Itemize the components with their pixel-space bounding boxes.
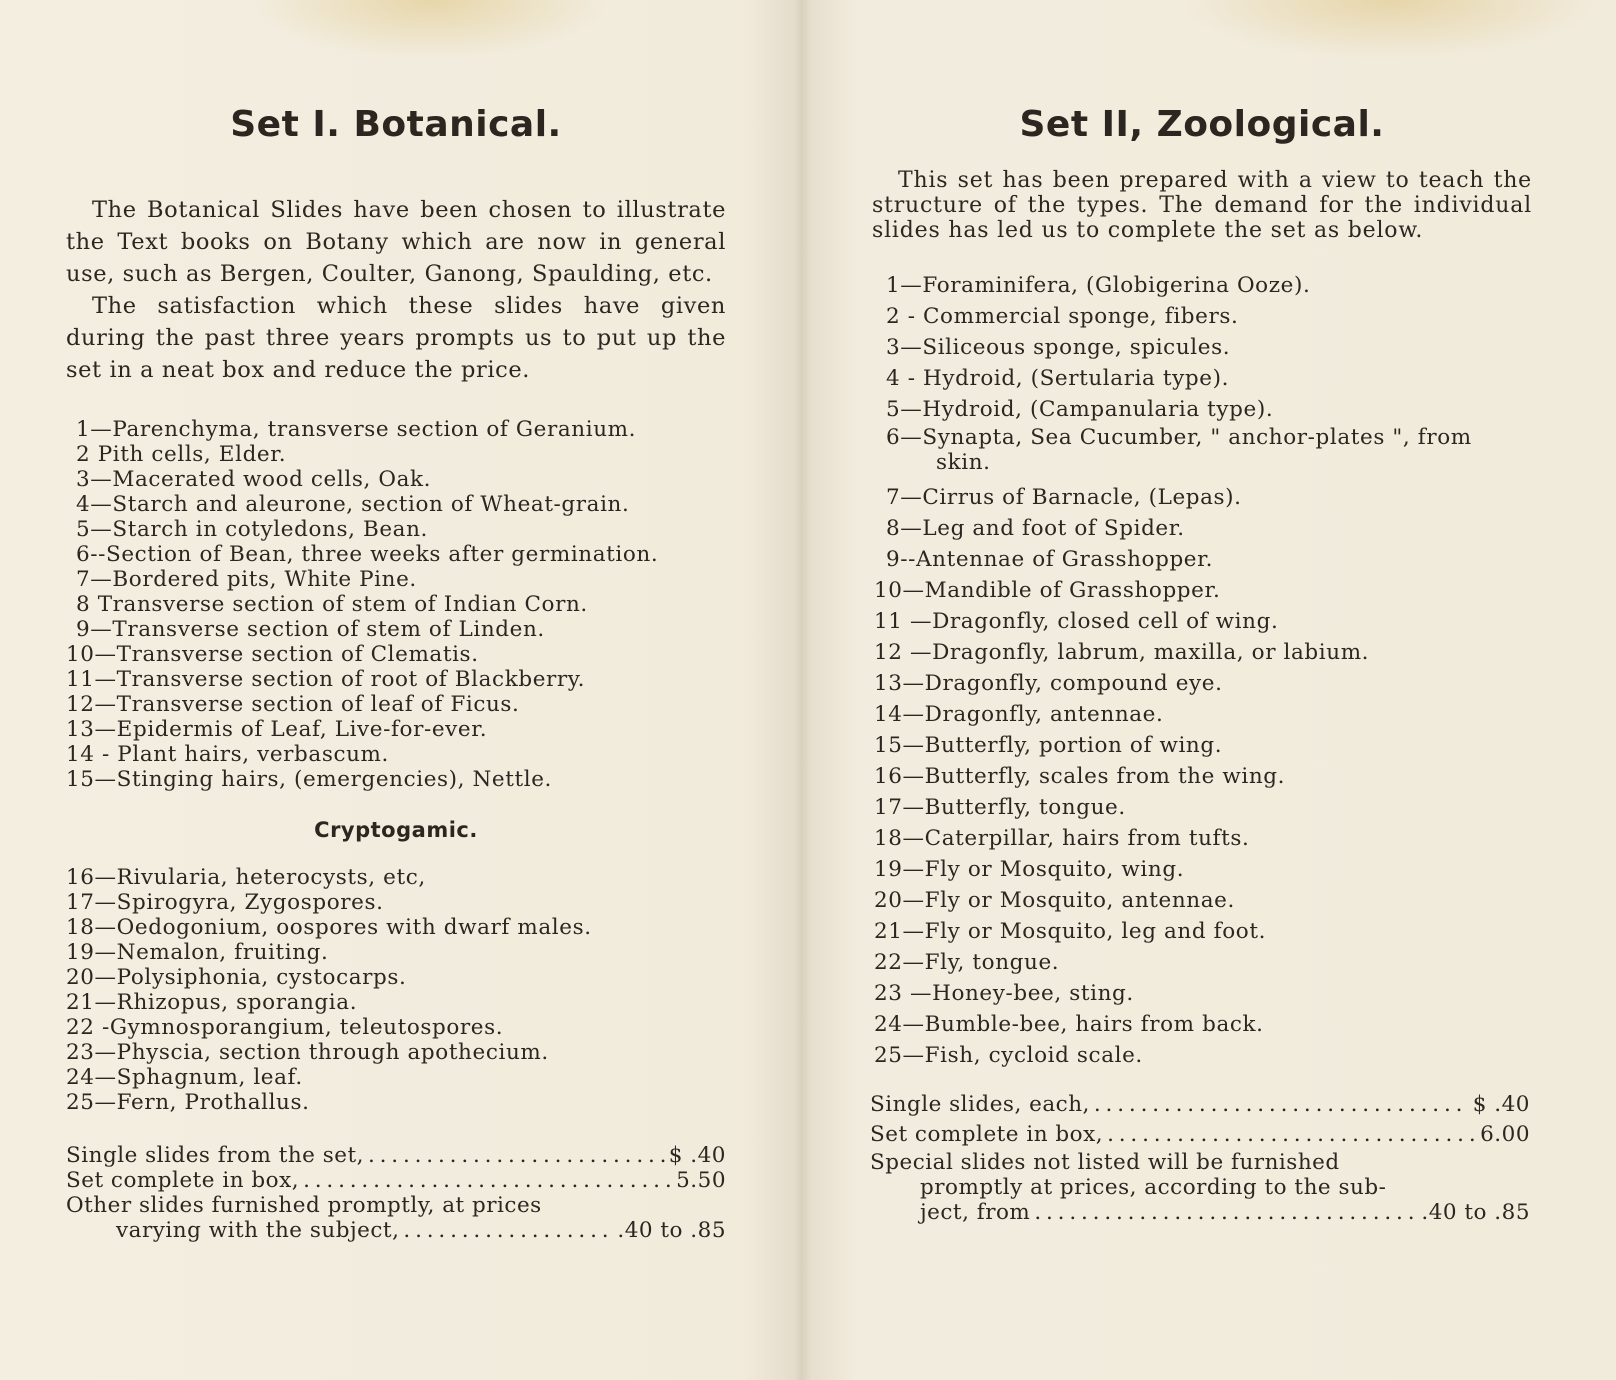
list-item: 17—Butterfly, tongue. — [874, 795, 1126, 820]
intro-text — [66, 194, 726, 386]
price-value: 5.50 — [676, 1168, 726, 1193]
leader-dots — [1107, 1120, 1476, 1150]
list-item: 8—Leg and foot of Spider. — [886, 516, 1185, 541]
price-row — [66, 1168, 726, 1193]
list-item: 18—Caterpillar, hairs from tufts. — [874, 826, 1250, 851]
price-value: .40 to .85 — [617, 1218, 726, 1243]
list-item: 19—Fly or Mosquito, wing. — [874, 857, 1185, 882]
list-item: 1—Parenchyma, transverse section of Geranium. — [76, 417, 637, 442]
list-item: 4—Starch and aleurone, section of Wheat-grain. — [76, 492, 630, 517]
price-note: Other slides furnished promptly, at prices — [66, 1193, 542, 1218]
list-item: 21—Fly or Mosquito, leg and foot. — [874, 919, 1266, 944]
list-item: 16—Butterfly, scales from the wing. — [874, 764, 1286, 789]
list-item: 2 - Commercial sponge, fibers. — [886, 304, 1239, 329]
list-item: 9—Transverse section of stem of Linden. — [76, 617, 545, 642]
list-item: 14 - Plant hairs, verbascum. — [66, 742, 389, 767]
leader-dots — [403, 1218, 613, 1243]
list-item: 23—Physcia, section through apothecium. — [66, 1040, 549, 1065]
price-value: $ .40 — [1472, 1092, 1530, 1117]
list-item: 20—Polysiphonia, cystocarps. — [66, 965, 407, 990]
intro-paragraph: The Botanical Slides have been chosen to illustrate the Text books on Botany which are now in general use, such as Bergen, Coulter, Ganong, Spaulding, etc. — [66, 197, 726, 287]
price-row — [870, 1200, 1530, 1225]
list-item: 20—Fly or Mosquito, antennae. — [874, 888, 1235, 913]
price-list — [66, 1143, 726, 1243]
list-item: 18—Oedogonium, oospores with dwarf males. — [66, 915, 592, 940]
list-item: 12 —Dragonfly, labrum, maxilla, or labium. — [874, 640, 1370, 665]
list-item: 19—Nemalon, fruiting. — [66, 940, 329, 965]
list-item: 3—Siliceous sponge, spicules. — [886, 335, 1231, 360]
list-item: 5—Hydroid, (Campanularia type). — [886, 397, 1274, 422]
list-item: 21—Rhizopus, sporangia. — [66, 990, 358, 1015]
list-item: 24—Bumble-bee, hairs from back. — [874, 1012, 1264, 1037]
list-item: 8 Transverse section of stem of Indian Corn. — [76, 592, 588, 617]
list-item: 23 —Honey-bee, sting. — [874, 981, 1134, 1006]
leader-dots — [368, 1143, 665, 1168]
list-item: 17—Spirogyra, Zygospores. — [66, 890, 384, 915]
list-item: 7—Bordered pits, White Pine. — [76, 567, 417, 592]
list-item: 16—Rivularia, heterocysts, etc, — [66, 865, 426, 890]
list-item: 24—Sphagnum, leaf. — [66, 1065, 303, 1090]
leader-dots — [1034, 1200, 1417, 1225]
price-row — [870, 1090, 1530, 1120]
price-label: Single slides from the set, — [66, 1143, 364, 1168]
price-row — [66, 1143, 726, 1168]
list-item: 6--Section of Bean, three weeks after germination. — [76, 542, 659, 567]
price-row — [870, 1120, 1530, 1150]
price-label: Single slides, each, — [870, 1092, 1090, 1117]
list-item: 6—Synapta, Sea Cucumber, " anchor-plates ", from skin. — [886, 425, 1472, 475]
list-item: 3—Macerated wood cells, Oak. — [76, 467, 432, 492]
price-value: $ .40 — [668, 1143, 726, 1168]
price-label: Set complete in box, — [66, 1168, 300, 1193]
list-item: 9--Antennae of Grasshopper. — [886, 547, 1214, 572]
price-label: ject, from — [920, 1200, 1031, 1225]
price-value: 6.00 — [1480, 1122, 1530, 1147]
list-item: 1—Foraminifera, (Globigerina Ooze). — [886, 273, 1311, 298]
list-item: 12—Transverse section of leaf of Ficus. — [66, 692, 520, 717]
list-item: 10—Transverse section of Clematis. — [66, 642, 479, 667]
price-value: .40 to .85 — [1421, 1200, 1530, 1225]
price-note: Special slides not listed will be furnished — [870, 1150, 1340, 1175]
list-item: 11 —Dragonfly, closed cell of wing. — [874, 609, 1279, 634]
price-label: varying with the subject, — [116, 1218, 400, 1243]
list-item: 25—Fish, cycloid scale. — [874, 1043, 1143, 1068]
slide-list-cryptogamic — [66, 865, 592, 1115]
water-stain — [1180, 0, 1600, 60]
list-item: 7—Cirrus of Barnacle, (Lepas). — [886, 485, 1242, 510]
leader-dots — [303, 1168, 672, 1193]
section-subheading: Cryptogamic. — [314, 818, 478, 842]
price-label: Set complete in box, — [870, 1122, 1104, 1147]
list-item: 15—Stinging hairs, (emergencies), Nettle. — [66, 767, 552, 792]
list-item: 2 Pith cells, Elder. — [76, 442, 287, 467]
page-title: Set I. Botanical. — [230, 104, 562, 145]
list-item: 13—Dragonfly, compound eye. — [874, 671, 1223, 696]
list-item: 22 -Gymnosporangium, teleutospores. — [66, 1015, 504, 1040]
list-item: 10—Mandible of Grasshopper. — [874, 578, 1221, 603]
list-item: 25—Fern, Prothallus. — [66, 1090, 310, 1115]
slide-list — [66, 417, 659, 792]
list-item: 14—Dragonfly, antennae. — [874, 702, 1164, 727]
slide-list — [874, 270, 1532, 1071]
list-item: 13—Epidermis of Leaf, Live-for-ever. — [66, 717, 488, 742]
list-item: 5—Starch in cotyledons, Bean. — [76, 517, 428, 542]
intro-text — [872, 168, 1532, 243]
list-item: 4 - Hydroid, (Sertularia type). — [886, 366, 1229, 391]
list-item: 15—Butterfly, portion of wing. — [874, 733, 1223, 758]
list-item: 11—Transverse section of root of Blackberry. — [66, 667, 586, 692]
intro-paragraph: The satisfaction which these slides have given during the past three years prompts us to put up the set in a neat box and reduce the price. — [66, 293, 726, 383]
price-row — [66, 1218, 726, 1243]
list-item: 22—Fly, tongue. — [874, 950, 1060, 975]
leader-dots — [1094, 1090, 1469, 1120]
price-list — [870, 1090, 1530, 1225]
page-title: Set II, Zoological. — [1019, 104, 1385, 145]
water-stain — [250, 0, 610, 60]
price-note: promptly at prices, according to the sub- — [920, 1175, 1387, 1200]
intro-paragraph: This set has been prepared with a view to teach the structure of the types. The demand for the individual slides has led us to complete the set as below. — [872, 168, 1532, 243]
